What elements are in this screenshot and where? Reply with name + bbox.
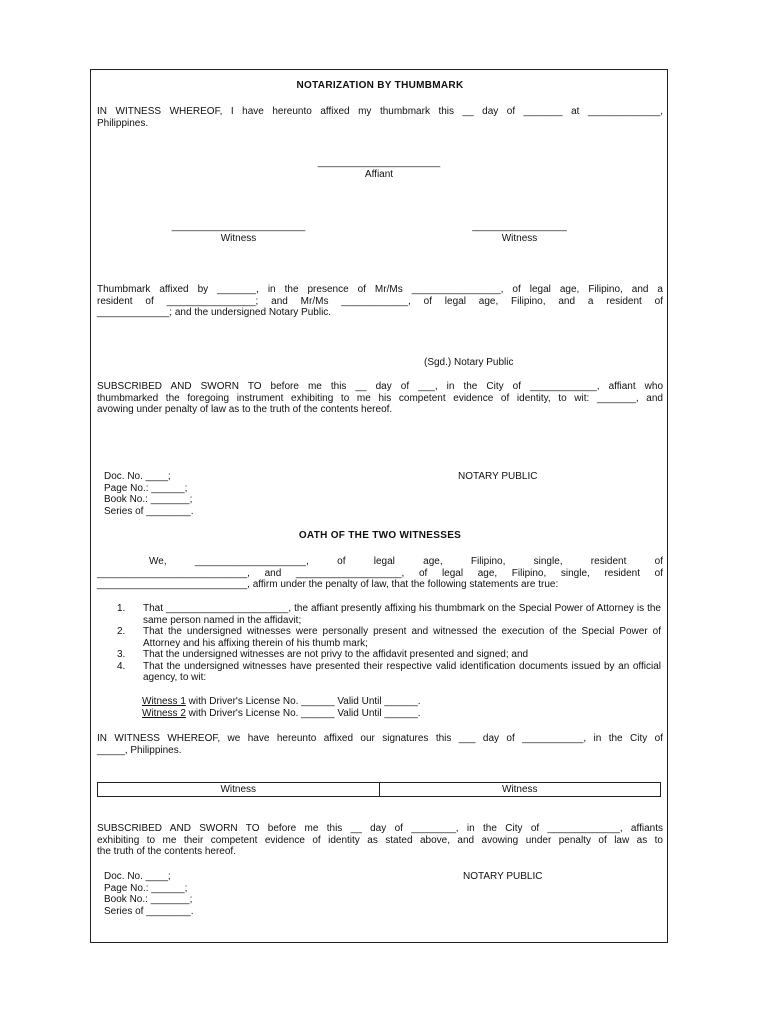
page-no: Page No.: ______; bbox=[104, 882, 188, 894]
sworn-line: exhibiting to me their competent evidence of identity as stated above, and avowing under penalty of law as to bbox=[97, 834, 663, 846]
book-no: Book No.: _______; bbox=[104, 494, 193, 505]
affiant-label: Affiant bbox=[364, 168, 394, 180]
witness-right-block bbox=[447, 221, 592, 244]
notary-public-label-2: NOTARY PUBLIC bbox=[463, 871, 543, 882]
witness-signature-table bbox=[97, 782, 661, 797]
doc-details-block bbox=[104, 471, 194, 517]
we-line: ___________________________, affirm under the penalty of law, that the following statements are true: bbox=[97, 579, 559, 590]
sworn-line: SUBSCRIBED AND SWORN TO before me this __ day of ________, in the City of _____________, affiants bbox=[97, 823, 663, 834]
statements-list bbox=[97, 603, 661, 684]
sworn-line: avowing under penalty of law as to the truth of the contents hereof. bbox=[97, 404, 393, 415]
series-of: Series of ________. bbox=[104, 905, 194, 917]
list-item: 3. That the undersigned witnesses are not privy to the affidavit presented and signed; and bbox=[117, 649, 529, 660]
we-paragraph bbox=[97, 556, 663, 591]
affiant-signature-line: ______________________ bbox=[317, 157, 441, 168]
witness-1-license: Witness 1 with Driver's License No. ______ Valid Until ______. bbox=[142, 696, 421, 707]
witness-whereof-paragraph bbox=[97, 106, 663, 129]
witness-signature-cell: Witness bbox=[379, 783, 661, 797]
witness-1-label: Witness 1 bbox=[142, 696, 186, 707]
page-no: Page No.: ______; bbox=[104, 482, 188, 494]
witness-2-label: Witness 2 bbox=[142, 707, 186, 719]
witness-2-license: Witness 2 with Driver's License No. ______ Valid Until ______. bbox=[142, 707, 421, 719]
list-item: 1. That ______________________, the affiant presently affixing his thumbmark on the Special Power of Attorney is the same person named in the affidavit; bbox=[117, 603, 661, 626]
witness-whereof-line: IN WITNESS WHEREOF, we have hereunto affixed our signatures this ___ day of ___________, in the City of bbox=[97, 733, 663, 744]
sworn-line: the truth of the contents hereof. bbox=[97, 846, 236, 857]
we-line: ___________________________, and ___________________, of legal age, Filipino, single, resident of bbox=[97, 567, 663, 579]
witness-whereof-line: IN WITNESS WHEREOF, I have hereunto affixed my thumbmark this __ day of _______ at _____________, bbox=[97, 106, 663, 117]
title-oath-two-witnesses: OATH OF THE TWO WITNESSES bbox=[298, 530, 462, 541]
witness-left-block bbox=[151, 221, 326, 244]
doc-no: Doc. No. ____; bbox=[104, 471, 171, 482]
subscribed-sworn-paragraph bbox=[97, 381, 663, 416]
witness-licenses-block bbox=[142, 696, 421, 719]
doc-details-block-2 bbox=[104, 871, 194, 917]
subscribed-sworn-paragraph-2 bbox=[97, 823, 663, 858]
title-notarization-thumbmark: NOTARIZATION BY THUMBMARK bbox=[296, 80, 464, 91]
witness-signature-line: _________________ bbox=[472, 221, 567, 232]
sworn-line: thumbmarked the foregoing instrument exhibiting to me his competent evidence of identity, to wit: _______, and bbox=[97, 392, 663, 404]
witness-whereof-signatures-paragraph bbox=[97, 733, 663, 756]
list-item: 2. That the undersigned witnesses were personally present and witnessed the execution of the Special Power of Attorney and his affixing therein of his thumb mark; bbox=[117, 626, 661, 649]
affiant-signature-block bbox=[279, 157, 479, 180]
witness-signature-line: ________________________ bbox=[171, 221, 306, 232]
witness-label: Witness bbox=[501, 232, 538, 244]
series-of: Series of ________. bbox=[104, 505, 194, 517]
document-page bbox=[90, 69, 668, 943]
witness-label: Witness bbox=[220, 232, 257, 244]
witness-whereof-line: _____, Philippines. bbox=[97, 744, 182, 756]
we-line: We, ____________________, of legal age, Filipino, single, resident of bbox=[149, 556, 663, 567]
list-item: 4. That the undersigned witnesses have presented their respective valid identification documents issued by an official agency, to wit: bbox=[117, 660, 661, 683]
doc-no: Doc. No. ____; bbox=[104, 871, 171, 882]
thumbmark-line: _____________; and the undersigned Notary Public. bbox=[97, 307, 332, 318]
book-no: Book No.: _______; bbox=[104, 894, 193, 905]
thumbmark-paragraph bbox=[97, 284, 663, 319]
sgd-notary-public: (Sgd.) Notary Public bbox=[424, 357, 514, 368]
sworn-line: SUBSCRIBED AND SWORN TO before me this __ day of ___, in the City of ____________, affiant who bbox=[97, 381, 663, 392]
notary-public-label: NOTARY PUBLIC bbox=[458, 471, 538, 482]
witness-whereof-line: Philippines. bbox=[97, 117, 149, 129]
thumbmark-line: resident of ________________; and Mr/Ms ____________, of legal age, Filipino, and a resident of bbox=[97, 295, 663, 307]
witness-signature-cell: Witness bbox=[98, 783, 380, 797]
thumbmark-line: Thumbmark affixed by _______, in the presence of Mr/Ms ________________, of legal age, Filipino, and a bbox=[97, 284, 663, 295]
